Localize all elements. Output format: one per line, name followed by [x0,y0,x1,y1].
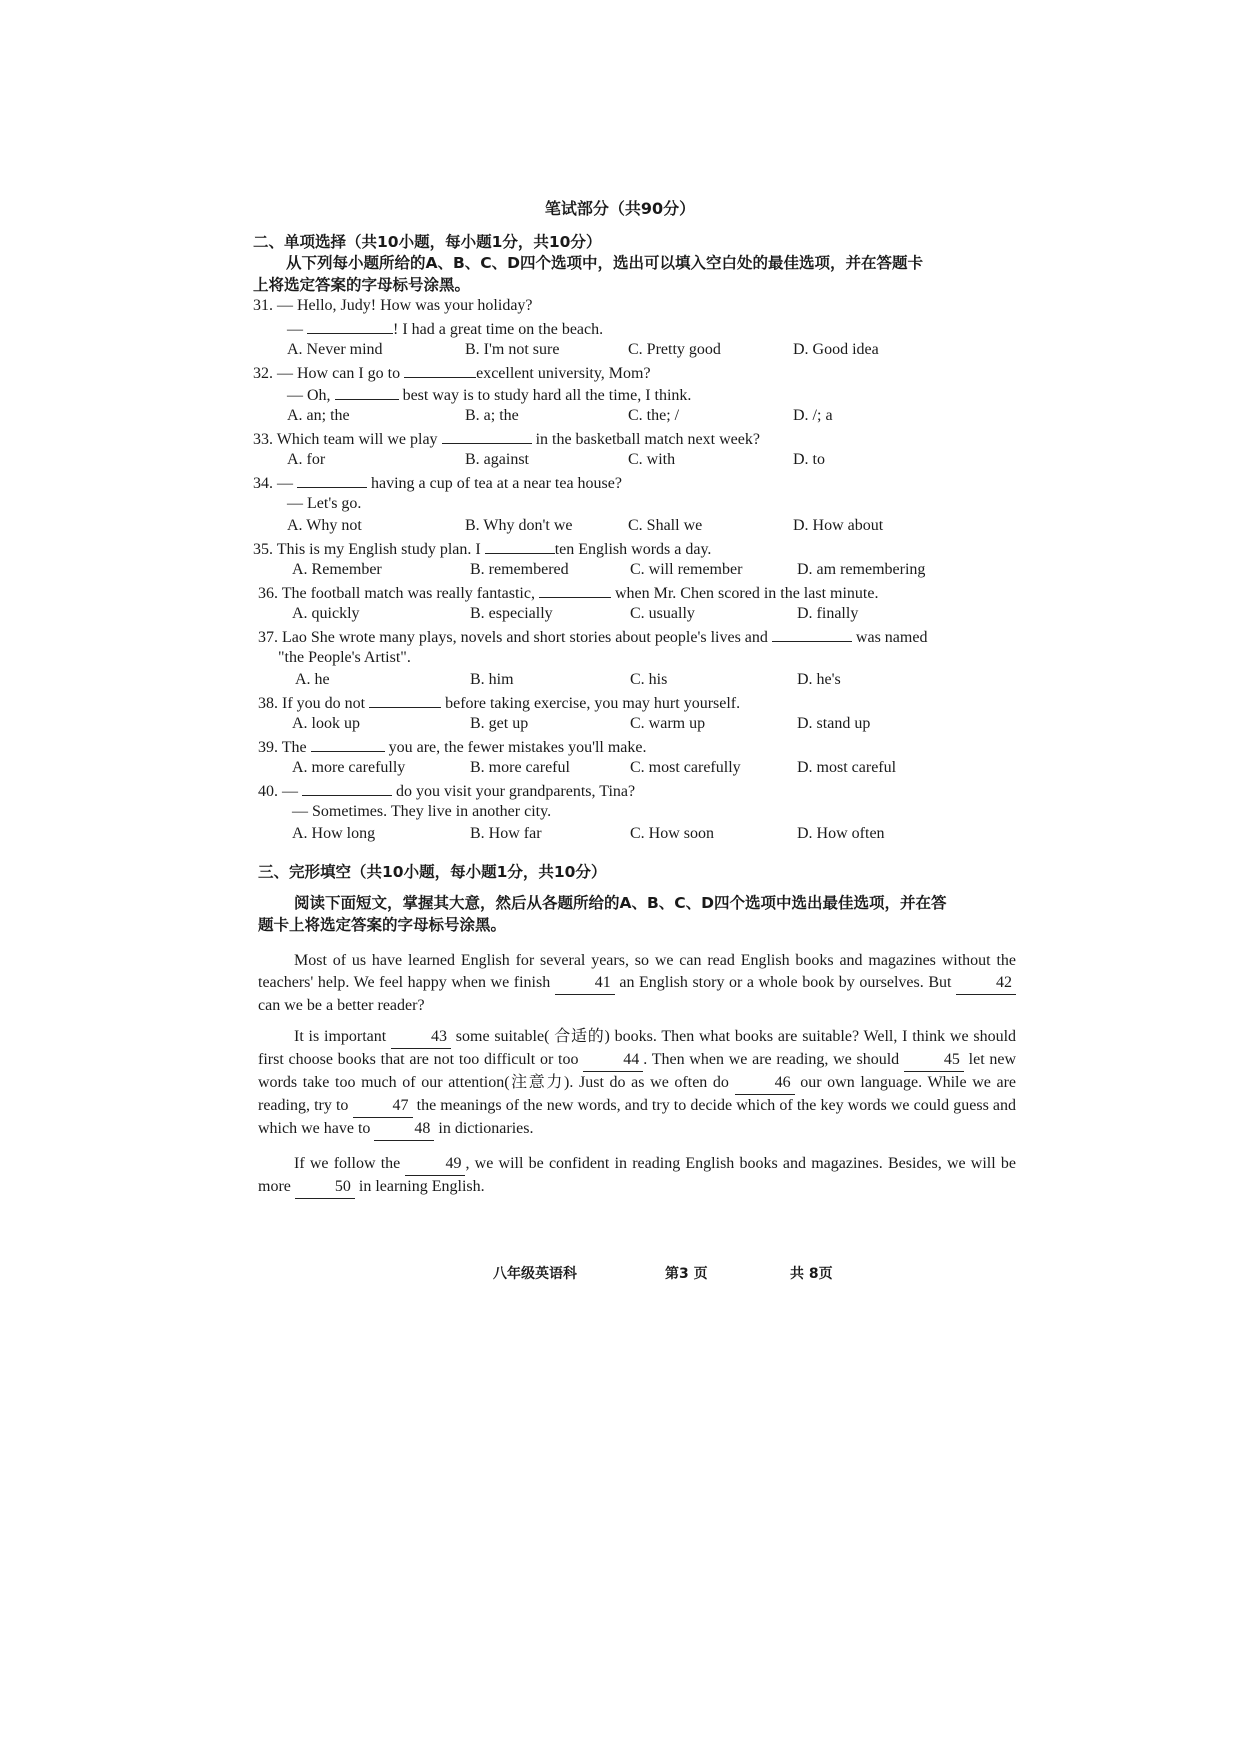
option-a: A. How long [292,825,376,842]
answer-blank [311,737,385,752]
question-text: This is my English study plan. I [276,541,481,558]
passage-text: in learning English. [358,1178,485,1195]
option-d: D. Good idea [793,341,879,358]
cloze-blank-42: 42 [956,972,1016,995]
option-a: A. look up [292,715,360,732]
passage-paragraph-3 [258,1153,1016,1199]
section2-instruction-line1: 从下列每小题所给的A、B、C、D四个选项中，选出可以填入空白处的最佳选项，并在答题卡 [286,254,924,272]
option-c: C. the; / [628,407,680,424]
section3-title: 三、完形填空（共10小题，每小题1分，共10分） [258,863,607,881]
question-text: excellent university, Mom? [476,365,651,382]
option-c: C. will remember [630,561,743,578]
option-c: C. How soon [630,825,715,842]
section3-instruction-line2: 题卡上将选定答案的字母标号涂黑。 [258,916,507,934]
question-36 [258,583,878,603]
question-text: before taking exercise, you may hurt yourself. [445,695,741,712]
question-text: — [277,475,293,492]
question-34 [253,473,622,493]
question-text: Which team will we play [276,431,438,448]
passage-text: let new words take too much of our attention(注意力). Just do as we often do [258,1051,1017,1091]
cloze-blank-49: 49 [405,1153,465,1176]
option-d: D. stand up [797,715,871,732]
question-text: — How can I go to [277,365,401,382]
passage-paragraph-2 [258,1026,1016,1141]
cloze-blank-43: 43 [391,1026,451,1049]
question-text: best way is to study hard all the time, I think. [402,387,692,404]
option-d: D. he's [797,671,841,688]
question-37-line2: "the People's Artist". [278,649,411,666]
passage-text: in dictionaries. [438,1120,534,1137]
answer-blank [772,627,852,642]
question-number: 34. [253,475,273,492]
option-b: B. remembered [470,561,569,578]
answer-blank [485,539,555,554]
footer-page-number: 第3 页 [665,1266,708,1282]
option-d: D. /; a [793,407,833,424]
question-text: was named [855,629,928,646]
question-text: The [281,739,307,756]
option-a: A. quickly [292,605,360,622]
question-text: — [287,321,303,338]
question-text: — Hello, Judy! How was your holiday? [277,297,533,314]
option-a: A. an; the [287,407,350,424]
option-b: B. him [470,671,514,688]
question-text: in the basketball match next week? [535,431,760,448]
cloze-blank-48: 48 [374,1118,434,1141]
question-38 [258,693,740,713]
passage-text: can we be a better reader? [258,997,425,1014]
question-number: 40. [258,783,278,800]
question-34-line2: — Let's go. [287,495,362,512]
answer-blank [335,385,399,400]
question-text: — [282,783,298,800]
question-text: — Oh, [287,387,331,404]
question-text: If you do not [282,695,366,712]
option-b: B. against [465,451,529,468]
answer-blank [442,429,532,444]
cloze-blank-41: 41 [555,972,615,995]
question-text: having a cup of tea at a near tea house? [371,475,622,492]
answer-blank [297,473,367,488]
option-b: B. How far [470,825,542,842]
question-number: 32. [253,365,273,382]
option-a: A. Why not [287,517,362,534]
question-32 [253,363,651,383]
option-c: C. Pretty good [628,341,721,358]
option-d: D. How often [797,825,885,842]
footer-total-pages: 共 8页 [790,1266,833,1282]
passage-text: , we will be confident in reading English books and magazines. Besides, we will be more [258,1155,1017,1195]
question-number: 35. [253,541,273,558]
option-b: B. a; the [465,407,519,424]
option-a: A. he [295,671,330,688]
passage-text: . Then when we are reading, we should [643,1051,900,1068]
passage-text: some suitable( 合适的) books. Then what books are suitable? Well, I think we should first choose books that are not too difficult or too [258,1028,1017,1068]
question-number: 31. [253,297,273,314]
option-b: B. especially [470,605,553,622]
option-d: D. finally [797,605,859,622]
option-d: D. am remembering [797,561,926,578]
footer-subject: 八年级英语科 [493,1266,577,1282]
question-number: 38. [258,695,278,712]
question-text: ten English words a day. [554,541,712,558]
answer-blank [307,319,393,334]
option-a: A. more carefully [292,759,406,776]
question-number: 36. [258,585,278,602]
option-d: D. to [793,451,825,468]
cloze-blank-47: 47 [353,1095,413,1118]
question-text: Lao She wrote many plays, novels and short stories about people's lives and [282,629,768,646]
question-text: ! I had a great time on the beach. [393,321,604,338]
option-c: C. warm up [630,715,706,732]
option-b: B. I'm not sure [465,341,560,358]
question-text: you are, the fewer mistakes you'll make. [388,739,647,756]
option-c: C. Shall we [628,517,703,534]
option-b: B. Why don't we [465,517,573,534]
question-text: when Mr. Chen scored in the last minute. [614,585,879,602]
question-number: 33. [253,431,273,448]
option-b: B. more careful [470,759,570,776]
question-text: do you visit your grandparents, Tina? [396,783,636,800]
option-a: A. Never mind [287,341,383,358]
question-33 [253,429,760,449]
section2-title: 二、单项选择（共10小题，每小题1分，共10分） [253,233,602,251]
option-c: C. most carefully [630,759,741,776]
option-c: C. his [630,671,668,688]
question-31-line2 [287,319,603,339]
cloze-blank-50: 50 [295,1176,355,1199]
passage-text: the meanings of the new words, and try to decide which of the key words we could guess and which we have to [258,1097,1017,1137]
question-number: 39. [258,739,278,756]
option-d: D. How about [793,517,884,534]
cloze-blank-45: 45 [904,1049,964,1072]
section2-instruction-line2: 上将选定答案的字母标号涂黑。 [253,276,471,294]
answer-blank [404,363,476,378]
answer-blank [302,781,392,796]
question-39 [258,737,647,757]
question-32-line2 [287,385,691,405]
part-title: 笔试部分（共90分） [544,199,696,218]
question-text: The football match was really fantastic, [281,585,535,602]
option-d: D. most careful [797,759,897,776]
option-b: B. get up [470,715,529,732]
passage-text: Most of us have learned English for several years, so we can read English books and magazines without the teachers' help. We feel happy when we finish [258,952,1016,991]
answer-blank [539,583,611,598]
question-number: 37. [258,629,278,646]
passage-text: If we follow the [294,1155,401,1172]
question-40 [258,781,635,801]
passage-text: our own language. While we are reading, try to [258,1074,1017,1114]
option-c: C. with [628,451,676,468]
cloze-blank-44: 44 [583,1049,643,1072]
passage-text: an English story or a whole book by ourselves. But [619,974,952,991]
option-c: C. usually [630,605,695,622]
option-a: A. for [287,451,326,468]
passage-paragraph-1 [258,950,1016,1017]
question-35 [253,539,711,559]
answer-blank [369,693,441,708]
option-a: A. Remember [292,561,382,578]
question-40-line2: — Sometimes. They live in another city. [292,803,552,820]
section3-instruction-line1: 阅读下面短文，掌握其大意，然后从各题所给的A、B、C、D四个选项中选出最佳选项，并在答 [294,894,947,912]
question-37 [258,627,927,647]
question-31 [253,297,533,315]
cloze-blank-46: 46 [735,1072,795,1095]
passage-text: It is important [294,1028,387,1045]
